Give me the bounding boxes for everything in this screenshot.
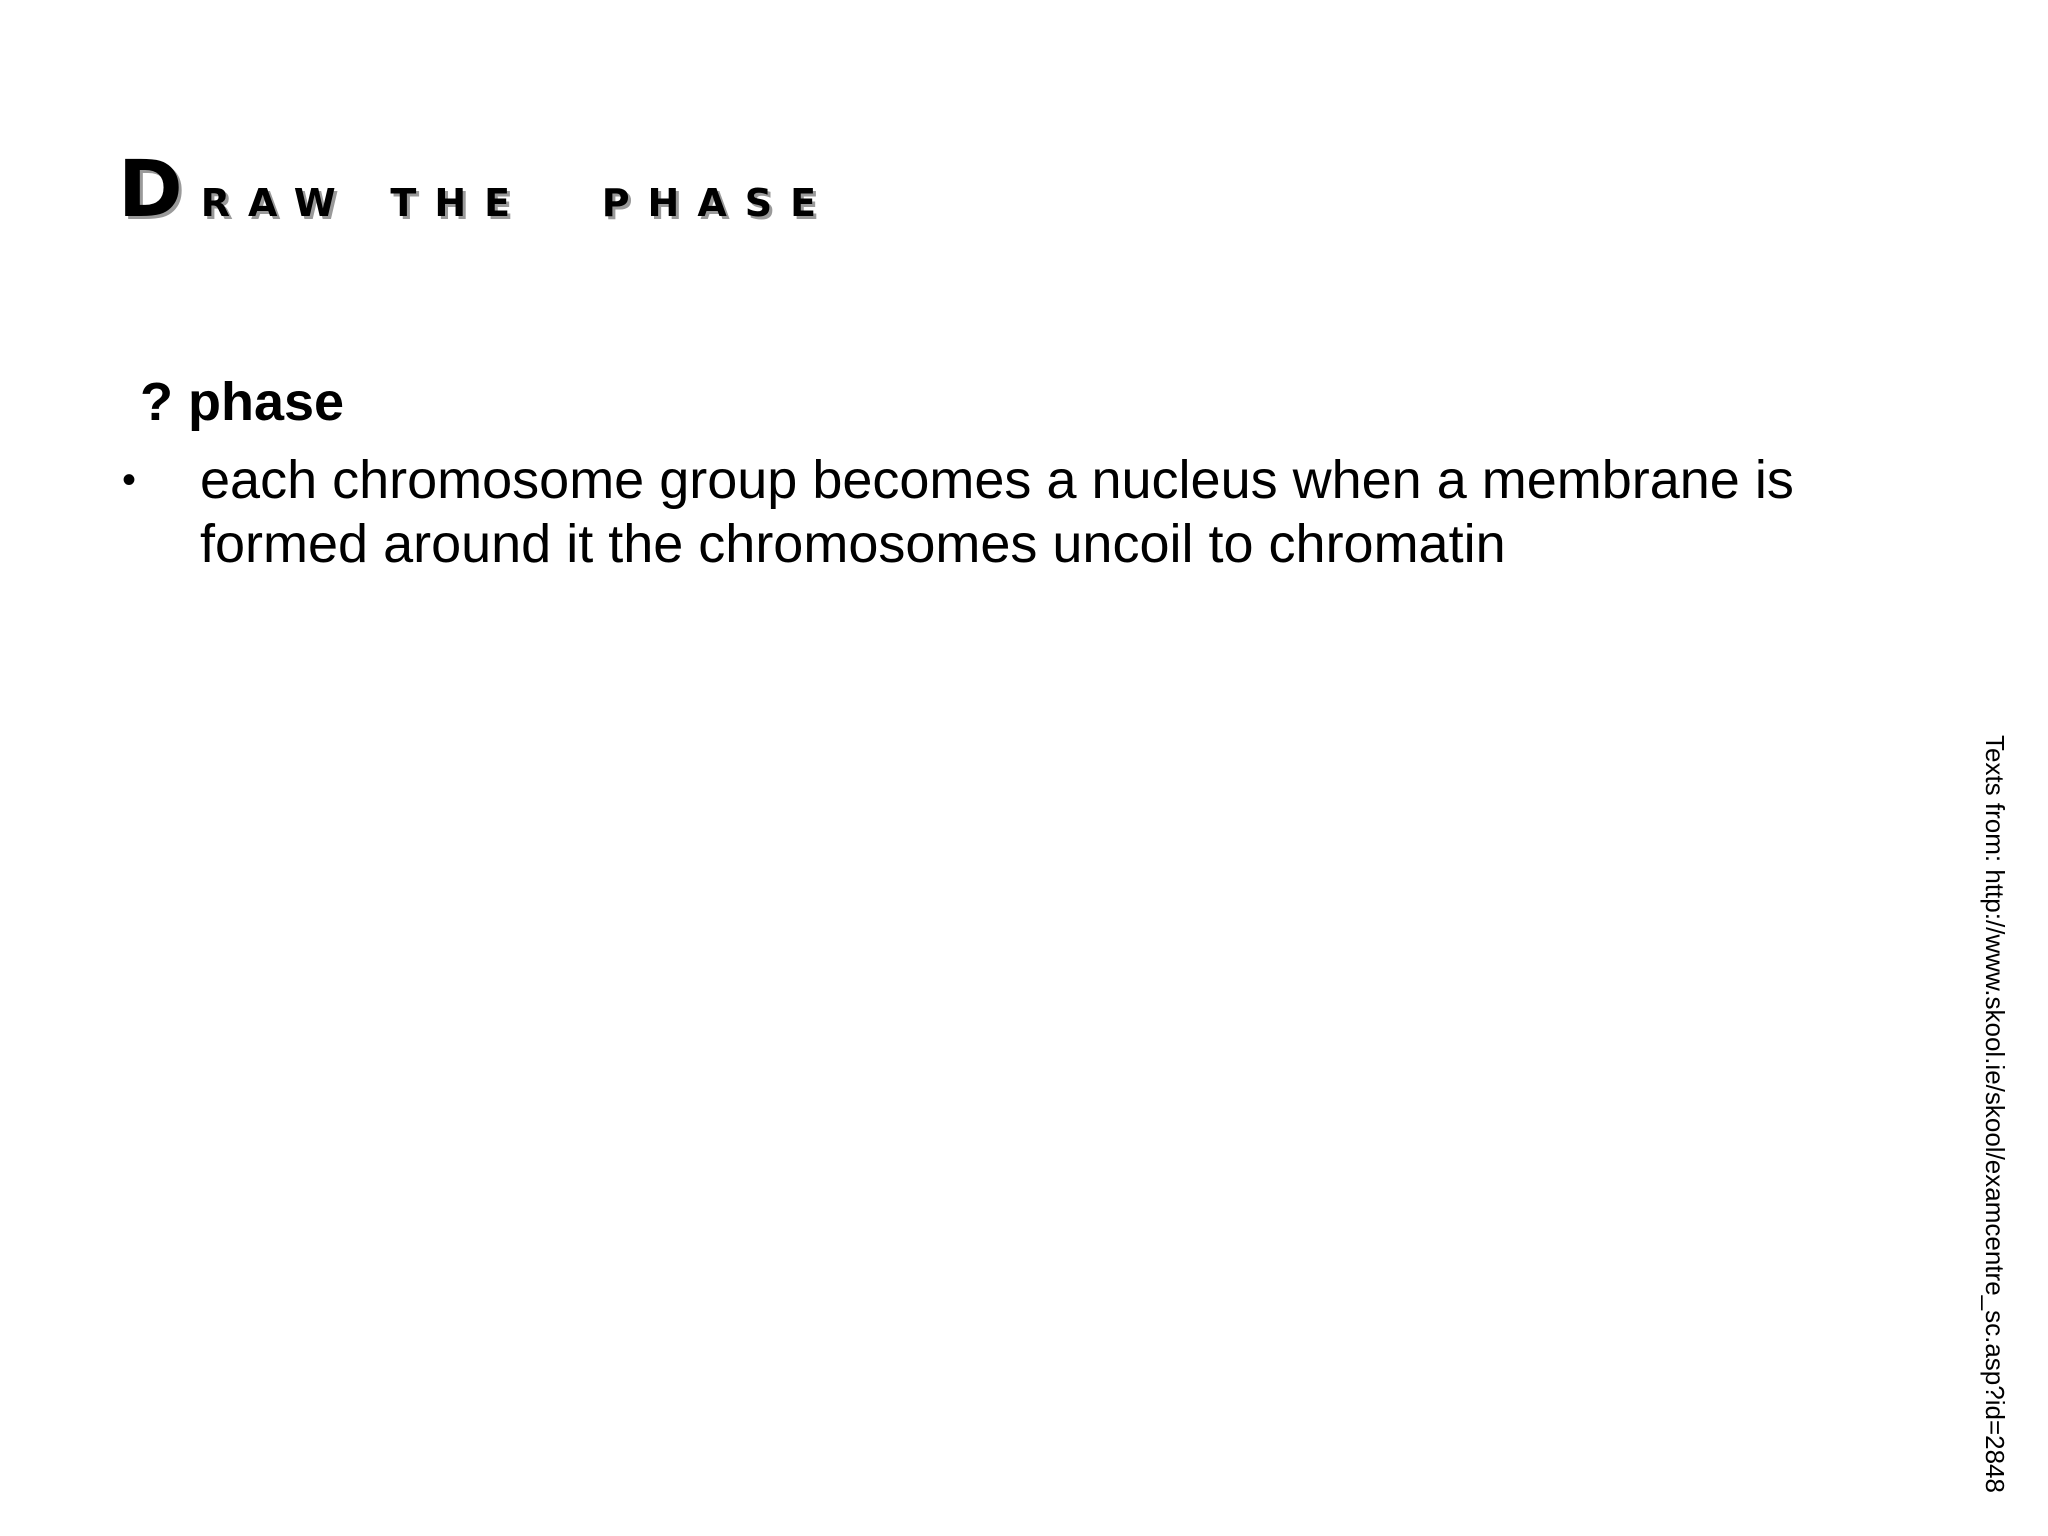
phase-subheading: ? phase xyxy=(140,372,345,432)
slide-title-rest: raw the phase xyxy=(200,166,835,229)
list-item xyxy=(122,448,1922,576)
bullet-icon: • xyxy=(122,458,137,502)
bullet-text: each chromosome group becomes a nucleus when a membrane is formed around it the chromosomes uncoil to chromatin xyxy=(200,450,1794,574)
bullet-list xyxy=(122,448,1922,576)
slide-title xyxy=(118,140,834,248)
source-note: Texts from: http://www.skool.ie/skool/examcentre_sc.asp?id=2848 xyxy=(1980,735,2010,1493)
slide-title-initial: D xyxy=(118,145,201,235)
